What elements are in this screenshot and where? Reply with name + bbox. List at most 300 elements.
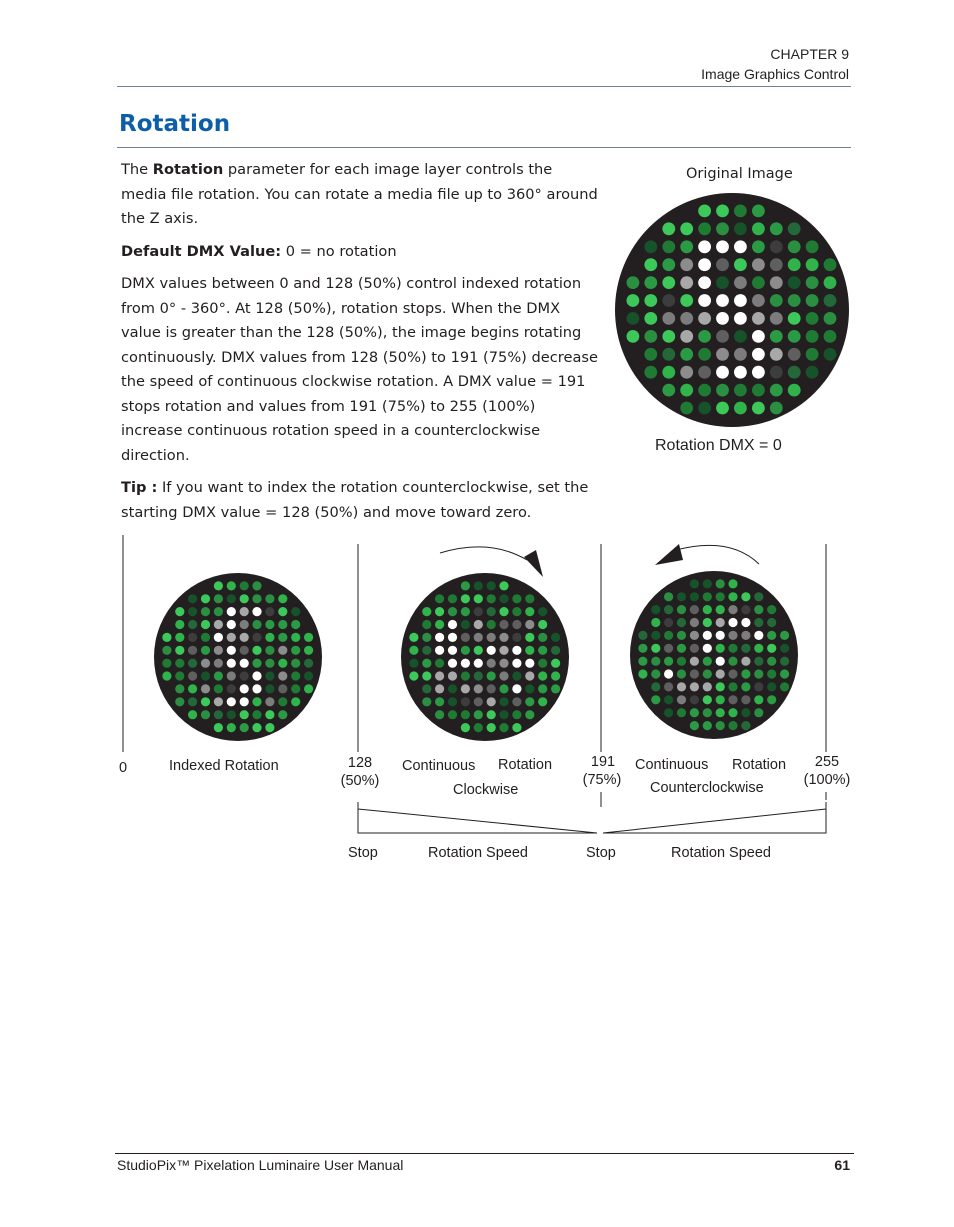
disc-pixel [770,330,783,343]
bracket-left [358,802,597,833]
disc-pixel [291,671,300,680]
disc-pixel [461,646,470,655]
disc-pixel [422,620,431,629]
disc-pixel [512,659,521,668]
disc-pixel [188,697,197,706]
disc-pixel [201,671,210,680]
disc-pixel [752,222,765,235]
disc-pixel [644,366,657,379]
disc-pixel [474,620,483,629]
disc-pixel [252,633,261,642]
disc-pixel [291,646,300,655]
disc-pixel [435,710,444,719]
disc-pixel [741,682,750,691]
disc-pixel [767,682,776,691]
disc-pixel [214,659,223,668]
disc-pixel [538,620,547,629]
disc-pixel [716,695,725,704]
disc-pixel [716,222,729,235]
disc-pixel [754,695,763,704]
disc-pixel [201,594,210,603]
disc-pixel [698,366,711,379]
disc-pixel [487,723,496,732]
disc-pixel [677,669,686,678]
disc-pixel [538,607,547,616]
disc-pixel [422,607,431,616]
disc-counterclockwise [630,571,798,739]
disc-pixel [770,222,783,235]
disc-pixel [754,592,763,601]
disc-pixel [703,721,712,730]
disc-pixel [214,620,223,629]
disc-pixel [767,669,776,678]
disc-pixel [487,697,496,706]
disc-pixel [214,684,223,693]
disc-pixel [741,721,750,730]
disc-pixel [227,697,236,706]
disc-pixel [422,684,431,693]
disc-pixel [162,671,171,680]
disc-pixel [690,695,699,704]
disc-pixel [240,581,249,590]
disc-pixel [214,581,223,590]
disc-pixel [780,657,789,666]
disc-pixel [741,657,750,666]
disc-pixel [435,697,444,706]
disc-pixel [690,721,699,730]
footer-rule [115,1153,854,1154]
disc-pixel [162,659,171,668]
disc-pixel [788,258,801,271]
disc-pixel [499,607,508,616]
disc-pixel [188,646,197,655]
disc-pixel [627,294,640,307]
disc-pixel [227,646,236,655]
disc-pixel [291,620,300,629]
disc-pixel [680,348,693,361]
disc-pixel [662,330,675,343]
disc-pixel [278,620,287,629]
disc-pixel [690,631,699,640]
disc-pixel [698,330,711,343]
disc-pixel [644,240,657,253]
disc-pixel [703,644,712,653]
disc-pixel [512,594,521,603]
header-rule [117,86,851,87]
disc-pixel [638,657,647,666]
disc-pixel [752,366,765,379]
disc-pixel [728,682,737,691]
disc-pixel [214,671,223,680]
disc-pixel [499,671,508,680]
disc-pixel [788,240,801,253]
bracket-left-slope [358,809,597,833]
disc-pixel [698,348,711,361]
disc-pixel [474,646,483,655]
rotation-label-2: Rotation [732,757,787,773]
disc-pixel [252,620,261,629]
disc-pixel [664,682,673,691]
disc-pixel [788,366,801,379]
disc-pixel [752,276,765,289]
disc-pixel [734,312,747,325]
disc-pixel [291,633,300,642]
disc-pixel [512,633,521,642]
disc-pixel [703,657,712,666]
disc-indexed [154,573,322,741]
disc-pixel [278,684,287,693]
disc-pixel [716,258,729,271]
disc-pixel [512,697,521,706]
disc-pixel [265,633,274,642]
disc-pixel [767,657,776,666]
disc-pixel [788,222,801,235]
rotation-label-1: Rotation [498,757,553,773]
disc-pixel [188,659,197,668]
disc-pixel [734,402,747,415]
disc-pixel [474,594,483,603]
disc-pixel [227,659,236,668]
disc-pixel [677,631,686,640]
disc-pixel [265,723,274,732]
disc-pixel [201,646,210,655]
disc-pixel [662,258,675,271]
disc-pixel [499,723,508,732]
disc-pixel [644,276,657,289]
disc-pixel [698,258,711,271]
disc-pixel [265,684,274,693]
disc-pixel [240,697,249,706]
disc-pixel [767,695,776,704]
disc-pixel [265,607,274,616]
disc-pixel [690,657,699,666]
disc-background [401,573,569,741]
disc-pixel [278,671,287,680]
disc-pixel [422,671,431,680]
disc-pixel [664,669,673,678]
disc-pixel [448,607,457,616]
disc-pixel [698,276,711,289]
disc-pixel [651,631,660,640]
disc-pixel [728,721,737,730]
scale-value-128: 128 [347,755,373,771]
disc-pixel [252,684,261,693]
disc-pixel [201,607,210,616]
disc-pixel [525,620,534,629]
disc-pixel [435,633,444,642]
disc-pixel [227,594,236,603]
disc-pixel [752,330,765,343]
disc-pixel [474,633,483,642]
disc-pixel [716,657,725,666]
disc-pixel [265,594,274,603]
disc-pixel [214,723,223,732]
disc-pixel [824,258,837,271]
disc-pixel [461,581,470,590]
disc-pixel [188,633,197,642]
disc-pixel [448,633,457,642]
disc-pixel [690,708,699,717]
disc-pixel [448,620,457,629]
counterclockwise-arrow-head [655,544,683,565]
disc-pixel [644,330,657,343]
disc-pixel [278,697,287,706]
disc-pixel [499,659,508,668]
section-label: Image Graphics Control [701,66,849,82]
disc-pixel [487,581,496,590]
disc-pixel [824,348,837,361]
disc-pixel [703,669,712,678]
disc-pixel [265,671,274,680]
disc-pixel [806,366,819,379]
disc-pixel [252,697,261,706]
disc-pixel [499,710,508,719]
dmx-description-paragraph: DMX values between 0 and 128 (50%) control indexed rotation from 0° - 360°. At 128 (50%), rotation stops. When the DMX value is greater than the 128 (50%), the image begins rotating continuously. DMX values from 128 (50%) to 191 (75%) decrease the speed of continuous clockwise rotation. A DMX value = 191 stops rotation and values from 191 (75%) to 255 (100%) increase continuous rotation speed in a counterclockwise direction. [121,275,598,464]
disc-pixel [278,646,287,655]
disc-pixel [690,592,699,601]
rotation-speed-label-2: Rotation Speed [671,845,771,861]
disc-pixel [716,330,729,343]
disc-pixel [538,684,547,693]
disc-pixel [728,644,737,653]
disc-pixel [662,240,675,253]
disc-pixel [448,646,457,655]
disc-pixel [662,366,675,379]
disc-pixel [188,594,197,603]
disc-pixel [512,646,521,655]
disc-pixel [788,276,801,289]
disc-pixel [538,659,547,668]
disc-pixel [409,671,418,680]
disc-pixel [487,633,496,642]
disc-pixel [754,657,763,666]
disc-pixel [662,348,675,361]
disc-pixel [734,294,747,307]
disc-pixel [638,631,647,640]
disc-pixel [278,607,287,616]
disc-pixel [741,605,750,614]
disc-pixel [741,695,750,704]
disc-pixel [487,607,496,616]
disc-pixel [448,671,457,680]
disc-pixel [680,330,693,343]
disc-pixel [227,723,236,732]
disc-pixel [525,646,534,655]
clockwise-arrow-arc [440,547,527,560]
disc-pixel [770,294,783,307]
disc-pixel [291,684,300,693]
disc-pixel [422,646,431,655]
disc-pixel [201,684,210,693]
disc-pixel [716,644,725,653]
counterclockwise-label: Counterclockwise [650,780,764,796]
disc-pixel [703,682,712,691]
disc-pixel [824,330,837,343]
disc-pixel [728,695,737,704]
disc-pixel [461,620,470,629]
disc-pixel [734,384,747,397]
disc-pixel [499,581,508,590]
disc-pixel [551,633,560,642]
disc-pixel [752,384,765,397]
disc-pixel [265,710,274,719]
disc-pixel [175,697,184,706]
disc-pixel [664,657,673,666]
disc-pixel [448,710,457,719]
disc-pixel [499,620,508,629]
disc-pixel [525,607,534,616]
disc-pixel [240,594,249,603]
disc-pixel [716,240,729,253]
disc-pixel [698,384,711,397]
disc-pixel [698,312,711,325]
disc-pixel [664,708,673,717]
disc-pixel [788,294,801,307]
disc-pixel [422,659,431,668]
disc-pixel [716,669,725,678]
disc-pixel [291,659,300,668]
disc-pixel [525,671,534,680]
continuous-label-2: Continuous [635,757,709,773]
intro-paragraph: The Rotation parameter for each image layer controls the media file rotation. You can rotate a media file up to 360° around the Z axis. [121,161,598,227]
disc-pixel [435,646,444,655]
disc-pixel [227,671,236,680]
chapter-label: CHAPTER 9 [770,46,849,62]
disc-pixel [278,710,287,719]
disc-pixel [703,708,712,717]
disc-pixel [644,294,657,307]
disc-pixel [716,682,725,691]
disc-pixel [698,205,711,218]
disc-pixel [214,594,223,603]
disc-pixel [698,222,711,235]
disc-pixel [716,294,729,307]
disc-pixel [680,312,693,325]
disc-pixel [499,697,508,706]
disc-pixel [754,682,763,691]
disc-pixel [188,671,197,680]
clockwise-arrow-head [524,550,543,577]
scale-value-191: 191 [590,754,616,770]
disc-pixel [716,618,725,627]
disc-pixel [651,695,660,704]
disc-pixel [240,684,249,693]
disc-pixel [754,618,763,627]
tip-paragraph: Tip : If you want to index the rotation counterclockwise, set the starting DMX value = 128 (50%) and move toward zero. [121,479,589,521]
disc-pixel [487,684,496,693]
disc-pixel [651,618,660,627]
disc-pixel [422,697,431,706]
disc-pixel [741,669,750,678]
scale-percent-50: (50%) [340,773,380,789]
disc-pixel [474,697,483,706]
disc-pixel [664,644,673,653]
disc-pixel [690,579,699,588]
disc-pixel [680,402,693,415]
disc-pixel [240,659,249,668]
page-title: Rotation [119,111,231,137]
disc-pixel [716,402,729,415]
disc-pixel [474,684,483,693]
disc-pixel [703,592,712,601]
disc-pixel [806,348,819,361]
disc-pixel [461,594,470,603]
disc-pixel [703,695,712,704]
disc-pixel [474,581,483,590]
disc-pixel [201,697,210,706]
bracket-right-slope [603,809,826,833]
disc-pixel [435,684,444,693]
disc-pixel [770,348,783,361]
disc-pixel [227,607,236,616]
disc-pixel [461,659,470,668]
disc-pixel [278,594,287,603]
disc-pixel [754,605,763,614]
disc-pixel [806,312,819,325]
disc-pixel [651,605,660,614]
disc-pixel [252,723,261,732]
disc-pixel [188,710,197,719]
disc-pixel [304,684,313,693]
disc-pixel [824,312,837,325]
disc-pixel [734,366,747,379]
original-image-disc [612,190,852,430]
disc-pixel [716,384,729,397]
disc-pixel [175,671,184,680]
disc-pixel [716,631,725,640]
disc-pixel [741,592,750,601]
disc-pixel [698,402,711,415]
page-number: 61 [834,1157,850,1173]
disc-pixel [240,607,249,616]
disc-pixel [662,276,675,289]
disc-pixel [474,659,483,668]
disc-pixel [698,240,711,253]
disc-pixel [716,579,725,588]
disc-pixel [788,330,801,343]
disc-pixel [638,644,647,653]
disc-pixel [728,605,737,614]
disc-pixel [677,605,686,614]
disc-pixel [487,659,496,668]
disc-pixel [754,669,763,678]
disc-pixel [767,605,776,614]
disc-pixel [651,682,660,691]
disc-pixel [240,723,249,732]
disc-background [615,193,849,427]
disc-pixel [752,294,765,307]
disc-pixel [448,697,457,706]
disc-pixel [664,592,673,601]
disc-pixel [201,633,210,642]
disc-pixel [716,366,729,379]
disc-pixel [664,605,673,614]
disc-pixel [278,633,287,642]
disc-pixel [538,646,547,655]
disc-pixel [767,644,776,653]
disc-pixel [741,644,750,653]
disc-pixel [627,312,640,325]
disc-pixel [240,633,249,642]
stop-label-2: Stop [586,845,616,861]
scale-value-0: 0 [119,760,128,776]
disc-pixel [752,240,765,253]
disc-pixel [487,620,496,629]
disc-pixel [252,659,261,668]
disc-pixel [538,671,547,680]
disc-pixel [662,312,675,325]
disc-pixel [538,697,547,706]
